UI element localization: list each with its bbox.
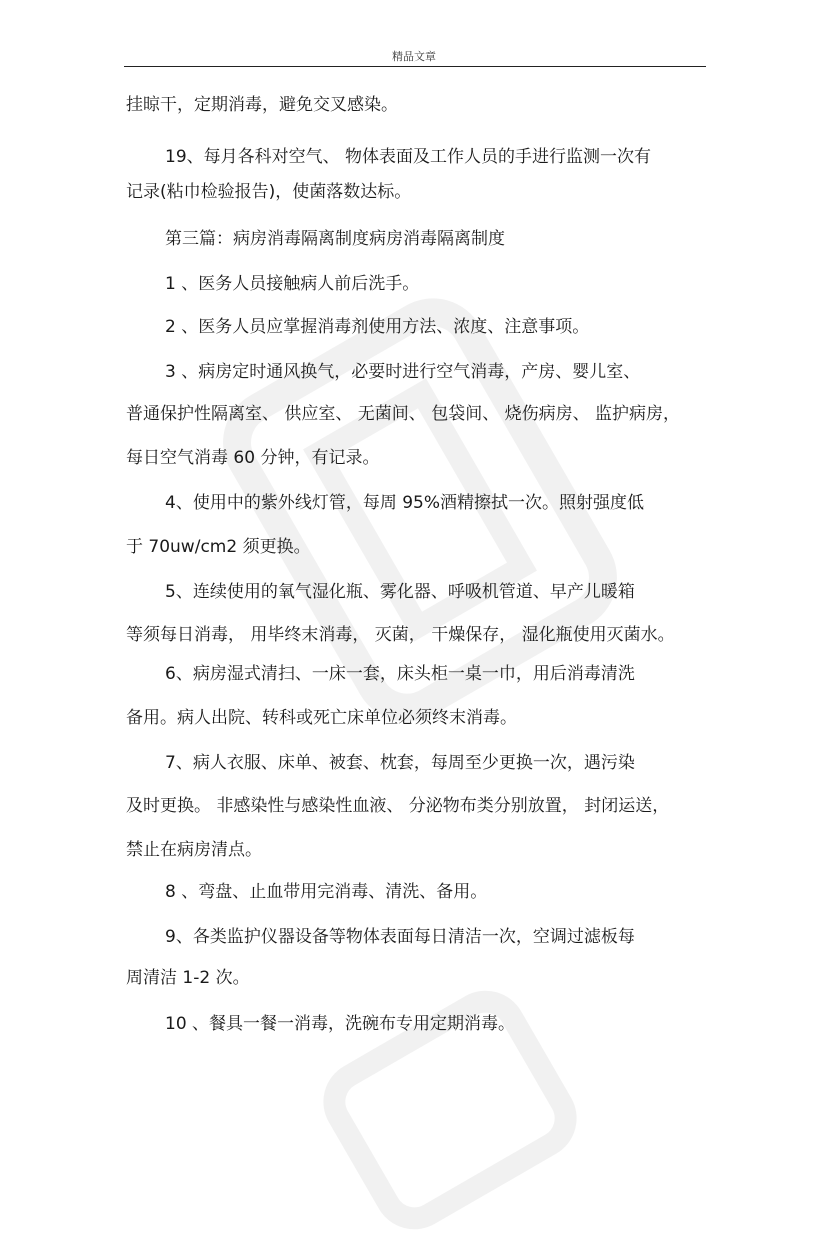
text-line-8: 普通保护性隔离室、 供应室、 无菌间、 包袋间、 烧伤病房、 监护病房， xyxy=(126,404,681,424)
text-line-11: 于 70uw/cm2 须更换。 xyxy=(126,537,311,557)
text-line-22: 10 、餐具一餐一消毒，洗碗布专用定期消毒。 xyxy=(165,1014,516,1034)
text-line-3: 记录(粘巾检验报告)，使菌落数达标。 xyxy=(126,182,412,202)
text-line-13: 等须每日消毒， 用毕终末消毒， 灭菌， 干燥保存， 湿化瓶使用灭菌水。 xyxy=(126,625,675,645)
section-heading: 第三篇：病房消毒隔离制度病房消毒隔离制度 xyxy=(165,229,505,249)
text-line-10: 4、使用中的紫外线灯管，每周 95%酒精擦拭一次。照射强度低 xyxy=(165,493,645,513)
text-line-17: 及时更换。 非感染性与感染性血液、 分泌物布类分别放置， 封闭运送， xyxy=(126,796,670,816)
page-header: 精品文章 xyxy=(392,50,436,63)
text-line-19: 8 、弯盘、止血带用完消毒、清洗、备用。 xyxy=(165,882,488,902)
text-line-18: 禁止在病房清点。 xyxy=(126,840,262,860)
header-divider xyxy=(124,66,706,67)
text-line-20: 9、各类监护仪器设备等物体表面每日清洁一次，空调过滤板每 xyxy=(165,927,635,947)
text-line-7: 3 、病房定时通风换气，必要时进行空气消毒，产房、婴儿室、 xyxy=(165,362,641,382)
text-line-6: 2 、医务人员应掌握消毒剂使用方法、浓度、注意事项。 xyxy=(165,317,590,337)
text-line-5: 1 、医务人员接触病人前后洗手。 xyxy=(165,274,420,294)
text-line-15: 备用。病人出院、转科或死亡床单位必须终末消毒。 xyxy=(126,708,517,728)
text-line-2: 19、每月各科对空气、 物体表面及工作人员的手进行监测一次有 xyxy=(165,147,652,167)
text-line-9: 每日空气消毒 60 分钟，有记录。 xyxy=(126,448,380,468)
watermark-graphic-lower xyxy=(296,963,604,1256)
text-line-16: 7、病人衣服、床单、被套、枕套，每周至少更换一次，遇污染 xyxy=(165,753,635,773)
text-line-12: 5、连续使用的氧气湿化瓶、雾化器、呼吸机管道、早产儿暖箱 xyxy=(165,582,635,602)
text-line-21: 周清洁 1-2 次。 xyxy=(126,968,250,988)
text-line-1: 挂晾干，定期消毒，避免交叉感染。 xyxy=(126,95,398,115)
text-line-14: 6、病房湿式清扫、一床一套，床头柜一桌一巾，用后消毒清洗 xyxy=(165,664,635,684)
